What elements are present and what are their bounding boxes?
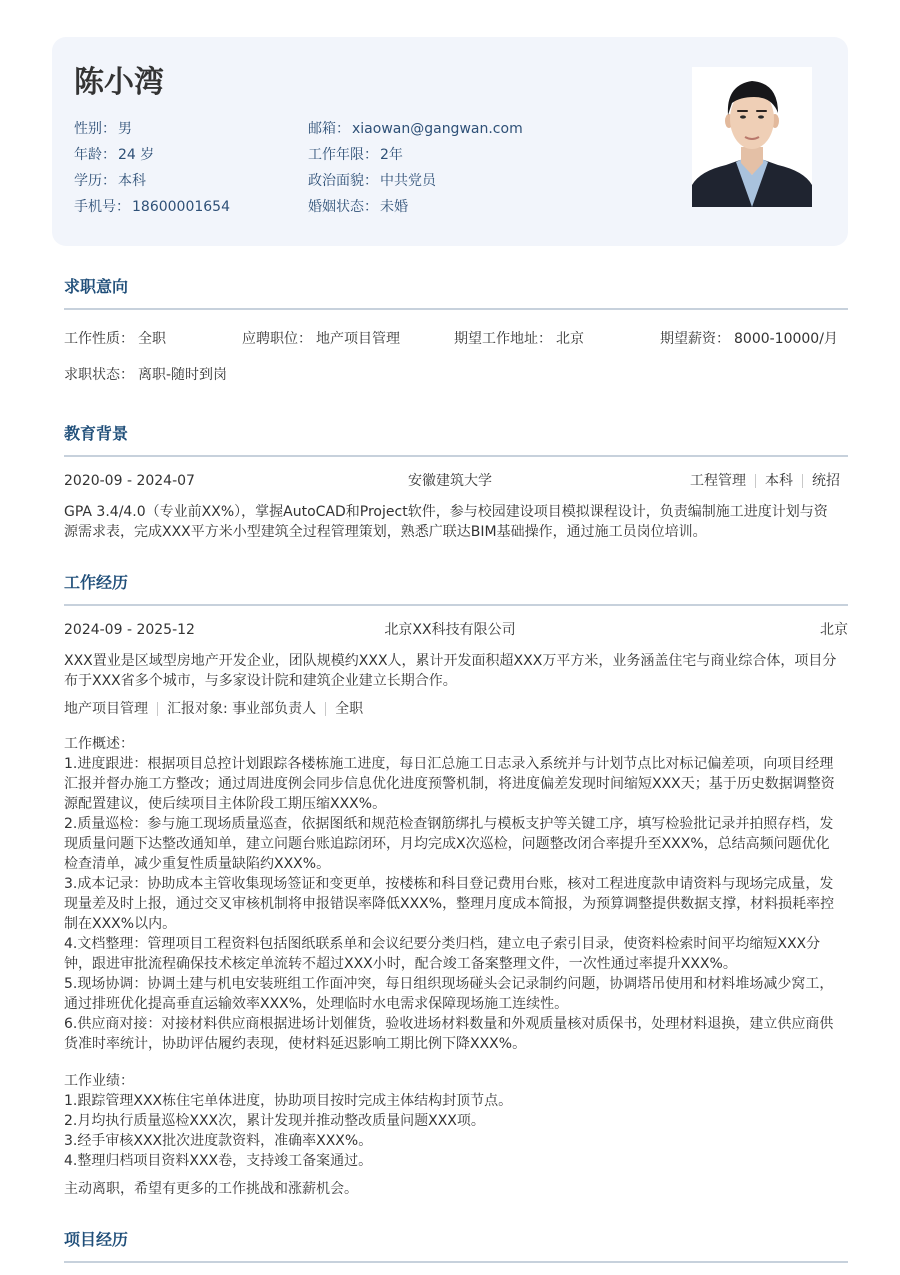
work-result-item: 2.月均执行质量巡检XXX次，累计发现并推动整改质量问题XXX项。 <box>64 1113 485 1129</box>
intent-location <box>454 329 584 349</box>
intent-salary <box>660 329 838 349</box>
education-school: 安徽建筑大学 <box>408 473 492 489</box>
section-title-job-intent: 求职意向 <box>64 277 129 296</box>
education-tag-degree: 本科 <box>765 473 793 489</box>
info-value: 男 <box>118 121 132 137</box>
intent-label: 期望工作地址： <box>454 331 552 347</box>
section-title-project: 项目经历 <box>64 1230 129 1249</box>
portrait-illustration <box>692 67 812 207</box>
intent-label: 应聘职位： <box>242 331 312 347</box>
candidate-name: 陈小湾 <box>74 65 164 100</box>
work-period: 2024-09 - 2025-12 <box>64 622 195 638</box>
info-value: 24 岁 <box>118 147 155 163</box>
education-description: GPA 3.4/4.0（专业前XX%），掌握AutoCAD和Project软件，参与校园建设项目模拟课程设计，负责编制施工进度计划与资源需求表，完成XXX平方米小型建筑全过程管理策划，熟悉广联达BIM基础操作，通过施工员岗位培训。 <box>64 504 828 540</box>
work-tag-role: 地产项目管理 <box>64 701 148 717</box>
section-divider <box>64 455 848 457</box>
info-marital-status <box>308 197 408 217</box>
intent-label: 期望薪资： <box>660 331 730 347</box>
info-value: 2年 <box>380 147 403 163</box>
work-overview-item: 4.文档整理：管理项目工程资料包括图纸联系单和会议纪要分类归档，建立电子索引目录，使资料检索时间平均缩短XXX分钟，跟进审批流程确保技术核定单流转不超过XXX小时，配合竣工备案整理文件，一次性通过率提升XXX%。 <box>64 936 821 972</box>
info-label: 学历： <box>74 173 116 189</box>
tag-separator <box>325 702 326 716</box>
work-tag-report-to: 汇报对象: 事业部负责人 <box>167 701 317 717</box>
tag-separator <box>755 474 756 488</box>
work-overview-title: 工作概述： <box>64 736 134 752</box>
info-value[interactable]: xiaowan@gangwan.com <box>352 121 523 137</box>
intent-job-type <box>64 329 166 349</box>
education-period: 2020-09 - 2024-07 <box>64 473 195 489</box>
work-result-item: 1.跟踪管理XXX栋住宅单体进度，协助项目按时完成主体结构封顶节点。 <box>64 1093 513 1109</box>
work-company-description: XXX置业是区域型房地产开发企业，团队规模约XXX人，累计开发面积超XXX万平方米，业务涵盖住宅与商业综合体，项目分布于XXX省多个城市，与多家设计院和建筑企业建立长期合作。 <box>64 653 837 689</box>
work-company: 北京XX科技有限公司 <box>384 622 516 638</box>
info-label: 工作年限： <box>308 147 378 163</box>
intent-label: 求职状态： <box>64 367 134 383</box>
profile-photo <box>692 67 812 207</box>
work-overview-item: 3.成本记录：协助成本主管收集现场签证和变更单，按楼栋和科目登记费用台账，核对工程进度款申请资料与现场完成量，发现量差及时上报，通过交叉审核机制将申报错误率降低XXX%，整理月度成本简报，为预算调整提供数据支撑，材料损耗率控制在XXX%以内。 <box>64 876 835 932</box>
info-gender <box>74 119 132 139</box>
info-age <box>74 145 154 165</box>
info-political-status <box>308 171 436 191</box>
work-tags <box>64 699 363 719</box>
work-overview-item: 1.进度跟进：根据项目总控计划跟踪各楼栋施工进度，每日汇总施工日志录入系统并与计划节点比对标记偏差项，向项目经理汇报并督办施工方整改；通过周进度例会同步信息优化进度预警机制，将进度偏差发现时间缩短XXX天；基于历史数据调整资源配置建议，使后续项目主体阶段工期压缩XXX%。 <box>64 756 835 812</box>
work-result-item: 4.整理归档项目资料XXX卷，支持竣工备案通过。 <box>64 1153 373 1169</box>
info-label: 性别： <box>74 121 116 137</box>
info-work-years <box>308 145 403 165</box>
work-overview <box>64 734 838 1054</box>
work-overview-item: 5.现场协调：协调土建与机电安装班组工作面冲突，每日组织现场碰头会记录制约问题，协调塔吊使用和材料堆场减少窝工，通过排班优化提高垂直运输效率XXX%，处理临时水电需求保障现场施工连续性。 <box>64 976 834 1012</box>
info-value[interactable]: 18600001654 <box>132 199 230 215</box>
section-title-education: 教育背景 <box>64 424 129 443</box>
work-overview-item: 6.供应商对接：对接材料供应商根据进场计划催货，验收进场材料数量和外观质量核对质保书，处理材料退换，建立供应商供货准时率统计，协助评估履约表现，使材料延迟影响工期比例下降XXX%。 <box>64 1016 834 1052</box>
section-divider <box>64 308 848 310</box>
education-tag-major: 工程管理 <box>690 473 746 489</box>
intent-value: 地产项目管理 <box>316 331 400 347</box>
info-label: 政治面貌： <box>308 173 378 189</box>
section-divider <box>64 1261 848 1263</box>
intent-value: 全职 <box>138 331 166 347</box>
info-label: 手机号： <box>74 199 130 215</box>
profile-header-card <box>52 37 848 246</box>
work-overview-item: 2.质量巡检：参与施工现场质量巡查，依据图纸和规范检查钢筋绑扎与模板支护等关键工序，填写检验批记录并拍照存档，发现质量问题下达整改通知单，建立问题台账追踪闭环，月均完成X次巡检，问题整改闭合率提升至XXX%，总结高频问题优化检查清单，减少重复性质量缺陷约XXX%。 <box>64 816 834 872</box>
work-tag-type: 全职 <box>335 701 364 717</box>
info-value: 未婚 <box>380 199 408 215</box>
education-tags <box>690 471 840 491</box>
intent-status <box>64 365 227 385</box>
info-education <box>74 171 146 191</box>
intent-value: 离职-随时到岗 <box>138 367 228 383</box>
tag-separator <box>802 474 803 488</box>
intent-position <box>242 329 400 349</box>
intent-value: 北京 <box>556 331 584 347</box>
intent-label: 工作性质： <box>64 331 134 347</box>
info-value: 中共党员 <box>380 173 436 189</box>
info-label: 年龄： <box>74 147 116 163</box>
info-email <box>308 119 523 139</box>
info-value: 本科 <box>118 173 146 189</box>
work-results-title: 工作业绩： <box>64 1073 134 1089</box>
education-tag-type: 统招 <box>812 473 840 489</box>
tag-separator <box>157 702 158 716</box>
section-divider <box>64 604 848 606</box>
section-title-work: 工作经历 <box>64 573 129 592</box>
work-city: 北京 <box>820 622 848 638</box>
work-result-item: 3.经手审核XXX批次进度款资料，准确率XXX%。 <box>64 1133 373 1149</box>
work-leave-reason: 主动离职，希望有更多的工作挑战和涨薪机会。 <box>64 1181 358 1197</box>
info-phone <box>74 197 230 217</box>
info-label: 邮箱： <box>308 121 350 137</box>
work-results <box>64 1071 838 1171</box>
intent-value: 8000-10000/月 <box>734 331 838 347</box>
info-label: 婚姻状态： <box>308 199 378 215</box>
